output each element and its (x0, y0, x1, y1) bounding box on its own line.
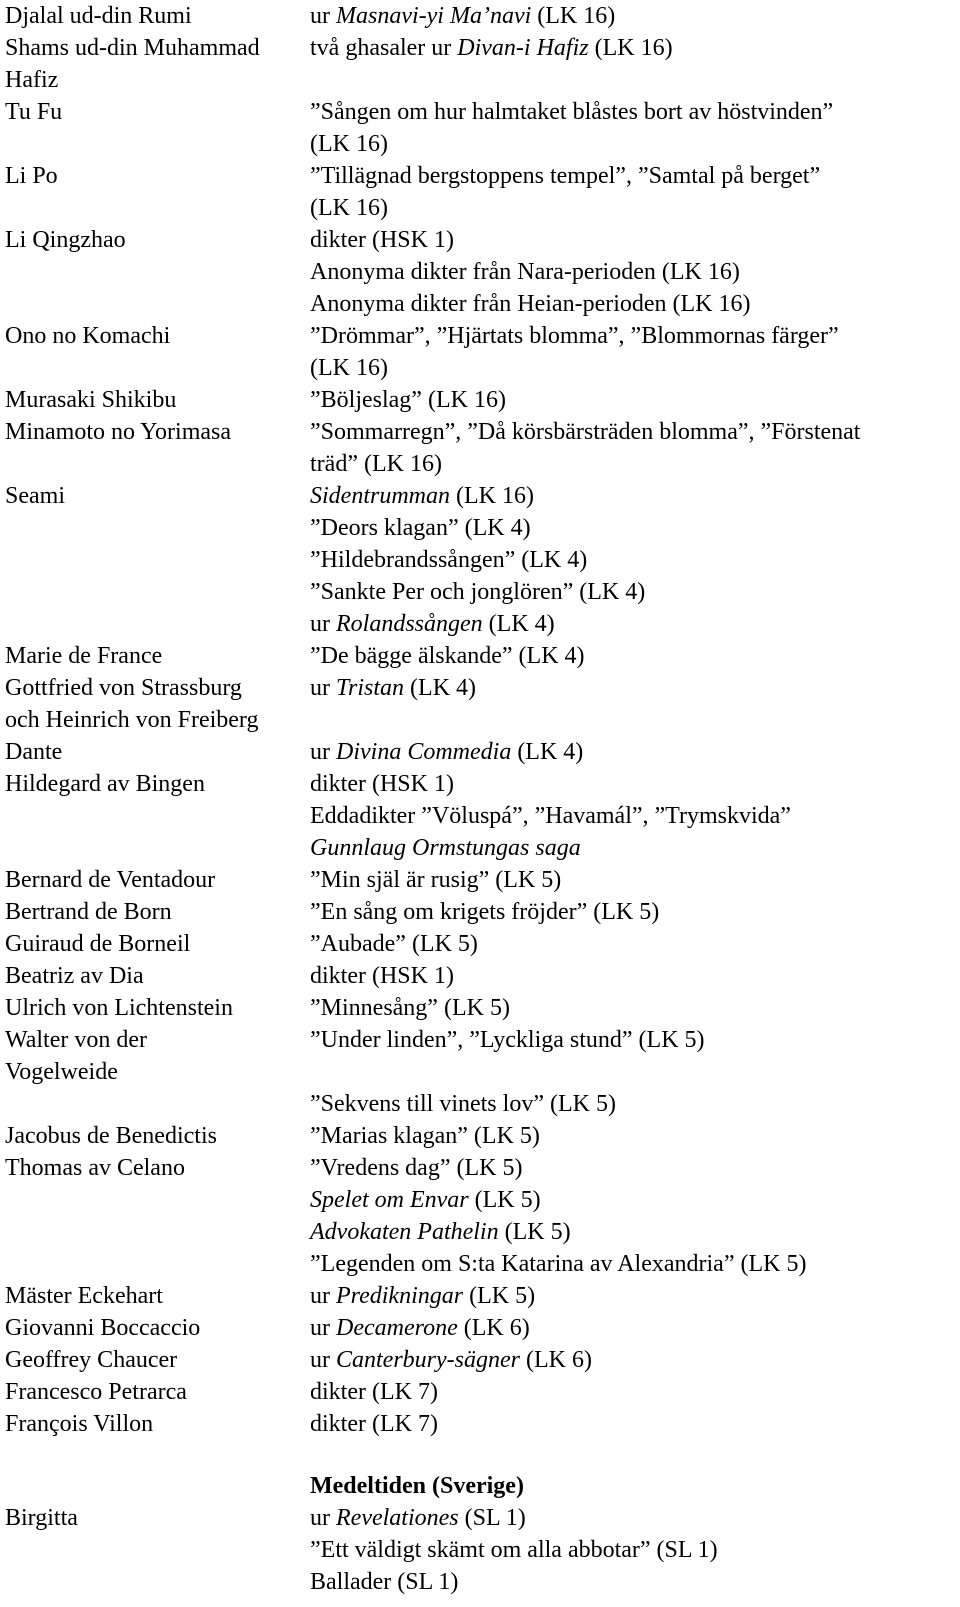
italic-title: Advokaten Pathelin (310, 1219, 499, 1245)
text-segment: (LK 6) (519, 1347, 592, 1373)
work-title (310, 1534, 718, 1566)
italic-title: Rolandssången (336, 611, 483, 637)
text-segment: ”Min själ är rusig” (LK 5) (310, 867, 562, 893)
text-segment: Anonyma dikter från Nara-perioden (LK 16) (310, 259, 740, 285)
work-title (310, 1248, 806, 1280)
work-title (310, 448, 442, 480)
list-item (0, 992, 960, 1024)
work-title (310, 1502, 526, 1534)
work-title (310, 192, 388, 224)
work-title (310, 160, 820, 192)
text-segment: ur (310, 1283, 336, 1309)
list-item (0, 576, 960, 608)
italic-title: Spelet om Envar (310, 1187, 469, 1213)
author-name: Jacobus de Benedictis (5, 1123, 217, 1149)
list-item (0, 832, 960, 864)
text-segment: (LK 16) (310, 195, 388, 221)
italic-title: Divan-i Hafiz (457, 35, 589, 61)
text-segment: ”Sankte Per och jonglören” (LK 4) (310, 579, 646, 605)
work-title (310, 128, 388, 160)
work-title (310, 1088, 616, 1120)
list-item (0, 32, 960, 64)
list-item (0, 288, 960, 320)
list-item (0, 960, 960, 992)
author-name: Mäster Eckehart (5, 1283, 163, 1309)
list-item (0, 448, 960, 480)
author-name: och Heinrich von Freiberg (5, 707, 259, 733)
text-segment: ”Böljeslag” (LK 16) (310, 387, 506, 413)
text-segment: ur (310, 1505, 336, 1531)
list-item (0, 320, 960, 352)
work-title (310, 32, 673, 64)
list-item (0, 64, 960, 96)
work-title (310, 1184, 541, 1216)
italic-title: Revelationes (336, 1505, 459, 1531)
text-segment: ”Minnesång” (LK 5) (310, 995, 510, 1021)
author-name: Dante (5, 739, 63, 765)
work-title (310, 288, 751, 320)
work-title (310, 1120, 540, 1152)
text-segment: (LK 4) (482, 611, 555, 637)
text-segment: ”Aubade” (LK 5) (310, 931, 478, 957)
author-name: Marie de France (5, 643, 163, 669)
list-item (0, 608, 960, 640)
list-item (0, 736, 960, 768)
text-segment: dikter (LK 7) (310, 1379, 438, 1405)
author-name: Birgitta (5, 1505, 78, 1531)
text-segment: (SL 1) (458, 1505, 526, 1531)
author-name: Vogelweide (5, 1059, 118, 1085)
text-segment: ”Under linden”, ”Lyckliga stund” (LK 5) (310, 1027, 705, 1053)
text-segment: ”Tillägnad bergstoppens tempel”, ”Samtal på berget” (310, 163, 821, 189)
list-item (0, 1184, 960, 1216)
list-item (0, 1120, 960, 1152)
text-segment: Ballader (SL 1) (310, 1569, 459, 1595)
author-name: Hafiz (5, 67, 59, 93)
list-item (0, 1088, 960, 1120)
list-item (0, 224, 960, 256)
author-name: Thomas av Celano (5, 1155, 185, 1181)
text-segment: (LK 6) (457, 1315, 530, 1341)
text-segment: ”Sommarregn”, ”Då körsbärsträden blomma”, ”Förstenat (310, 419, 861, 445)
author-name: Ulrich von Lichtenstein (5, 995, 233, 1021)
author-name: Bertrand de Born (5, 899, 172, 925)
text-segment: ”Legenden om S:ta Katarina av Alexandria” (LK 5) (310, 1251, 807, 1277)
italic-title: Gunnlaug Ormstungas saga (310, 835, 581, 861)
author-name: Ono no Komachi (5, 323, 171, 349)
author-name: Tu Fu (5, 99, 63, 125)
text-segment: ur (310, 1315, 336, 1341)
list-item (0, 544, 960, 576)
work-title (310, 1216, 571, 1248)
list-item (0, 384, 960, 416)
list-item (0, 1534, 960, 1566)
italic-title: Predikningar (336, 1283, 464, 1309)
italic-title: Decamerone (336, 1315, 458, 1341)
work-title (310, 1566, 458, 1598)
work-title (310, 0, 615, 32)
text-segment: ”Vredens dag” (LK 5) (310, 1155, 523, 1181)
work-title (310, 832, 581, 864)
list-item (0, 480, 960, 512)
list-item (0, 864, 960, 896)
text-segment: (LK 5) (498, 1219, 571, 1245)
list-item (0, 1024, 960, 1056)
section-heading-row (0, 1470, 960, 1502)
text-segment: (LK 16) (310, 355, 388, 381)
text-segment: (LK 5) (468, 1187, 541, 1213)
italic-title: Tristan (336, 675, 405, 701)
work-title (310, 768, 454, 800)
italic-title: Canterbury-sägner (336, 1347, 520, 1373)
list-item (0, 1344, 960, 1376)
author-name: Bernard de Ventadour (5, 867, 216, 893)
author-name: Walter von der (5, 1027, 148, 1053)
text-segment: dikter (LK 7) (310, 1411, 438, 1437)
author-name: Guiraud de Borneil (5, 931, 191, 957)
list-item (0, 512, 960, 544)
text-segment: (LK 4) (404, 675, 477, 701)
list-item (0, 896, 960, 928)
list-item (0, 1312, 960, 1344)
text-segment: dikter (HSK 1) (310, 227, 454, 253)
text-segment: Eddadikter ”Völuspá”, ”Havamál”, ”Trymskvida” (310, 803, 791, 829)
list-item (0, 1056, 960, 1088)
text-segment: ”Hildebrandssången” (LK 4) (310, 547, 588, 573)
author-name: Li Qingzhao (5, 227, 126, 253)
work-title (310, 992, 510, 1024)
text-segment: ur (310, 739, 336, 765)
text-segment: träd” (LK 16) (310, 451, 442, 477)
list-item (0, 672, 960, 704)
list-item (0, 160, 960, 192)
work-title (310, 544, 587, 576)
text-segment: (LK 4) (511, 739, 584, 765)
text-segment: ”Ett väldigt skämt om alla abbotar” (SL 1) (310, 1537, 718, 1563)
author-name: Geoffrey Chaucer (5, 1347, 178, 1373)
text-segment: Anonyma dikter från Heian-perioden (LK 16) (310, 291, 751, 317)
list-item (0, 1248, 960, 1280)
author-name: Hildegard av Bingen (5, 771, 205, 797)
work-title (310, 608, 555, 640)
work-title (310, 416, 860, 448)
italic-title: Masnavi-yi Ma’navi (336, 3, 532, 29)
work-title (310, 960, 454, 992)
list-item (0, 128, 960, 160)
author-name: Li Po (5, 163, 58, 189)
work-title (310, 320, 839, 352)
work-title (310, 640, 585, 672)
work-title (310, 1024, 705, 1056)
work-title (310, 1312, 530, 1344)
work-title (310, 576, 645, 608)
text-segment: ”Sången om hur halmtaket blåstes bort av höstvinden” (310, 99, 834, 125)
list-item (0, 0, 960, 32)
text-segment: (LK 16) (450, 483, 534, 509)
list-item (0, 704, 960, 736)
list-item (0, 1502, 960, 1534)
text-segment: ur (310, 3, 336, 29)
list-item (0, 1216, 960, 1248)
author-name: François Villon (5, 1411, 154, 1437)
work-title (310, 224, 454, 256)
author-name: Minamoto no Yorimasa (5, 419, 232, 445)
text-segment: ”Deors klagan” (LK 4) (310, 515, 531, 541)
text-segment: ur (310, 611, 336, 637)
text-segment: ur (310, 675, 336, 701)
author-name: Seami (5, 483, 65, 509)
list-item (0, 352, 960, 384)
work-title (310, 1152, 522, 1184)
work-title (310, 384, 506, 416)
text-segment: (LK 16) (588, 35, 673, 61)
list-item (0, 256, 960, 288)
work-title (310, 800, 791, 832)
work-title (310, 256, 740, 288)
list-item (0, 768, 960, 800)
author-name: Gottfried von Strassburg (5, 675, 242, 701)
list-item (0, 416, 960, 448)
author-name: Djalal ud-din Rumi (5, 3, 192, 29)
work-title (310, 1344, 592, 1376)
work-title (310, 1408, 438, 1440)
italic-title: Sidentrumman (310, 483, 450, 509)
author-name: Beatriz av Dia (5, 963, 144, 989)
work-title (310, 1280, 535, 1312)
work-title (310, 480, 534, 512)
text-segment: ”De bägge älskande” (LK 4) (310, 643, 585, 669)
author-name: Murasaki Shikibu (5, 387, 177, 413)
list-item (0, 96, 960, 128)
work-title (310, 512, 531, 544)
text-segment: ”Marias klagan” (LK 5) (310, 1123, 540, 1149)
text-segment: (LK 16) (531, 3, 616, 29)
work-title (310, 864, 561, 896)
work-title (310, 96, 833, 128)
work-title (310, 736, 583, 768)
work-title (310, 1376, 438, 1408)
section-gap (0, 1440, 960, 1470)
text-segment: ”En sång om krigets fröjder” (LK 5) (310, 899, 660, 925)
author-name: Francesco Petrarca (5, 1379, 187, 1405)
list-item (0, 1566, 960, 1598)
text-segment: ”Sekvens till vinets lov” (LK 5) (310, 1091, 616, 1117)
list-item (0, 1280, 960, 1312)
list-item (0, 928, 960, 960)
list-item (0, 640, 960, 672)
list-item (0, 192, 960, 224)
list-item (0, 800, 960, 832)
text-segment: (LK 5) (463, 1283, 536, 1309)
author-name: Shams ud-din Muhammad (5, 35, 260, 61)
author-name: Giovanni Boccaccio (5, 1315, 201, 1341)
list-item (0, 1376, 960, 1408)
work-title (310, 896, 659, 928)
work-title (310, 352, 388, 384)
text-segment: dikter (HSK 1) (310, 963, 454, 989)
italic-title: Divina Commedia (336, 739, 512, 765)
text-segment: dikter (HSK 1) (310, 771, 454, 797)
text-segment: (LK 16) (310, 131, 388, 157)
text-segment: två ghasaler ur (310, 35, 458, 61)
work-title (310, 672, 476, 704)
section-heading (310, 1470, 524, 1502)
text-segment: ”Drömmar”, ”Hjärtats blomma”, ”Blommornas färger” (310, 323, 839, 349)
list-item (0, 1408, 960, 1440)
text-segment: ur (310, 1347, 336, 1373)
work-title (310, 928, 478, 960)
text-segment: Medeltiden (Sverige) (310, 1473, 524, 1499)
list-item (0, 1152, 960, 1184)
